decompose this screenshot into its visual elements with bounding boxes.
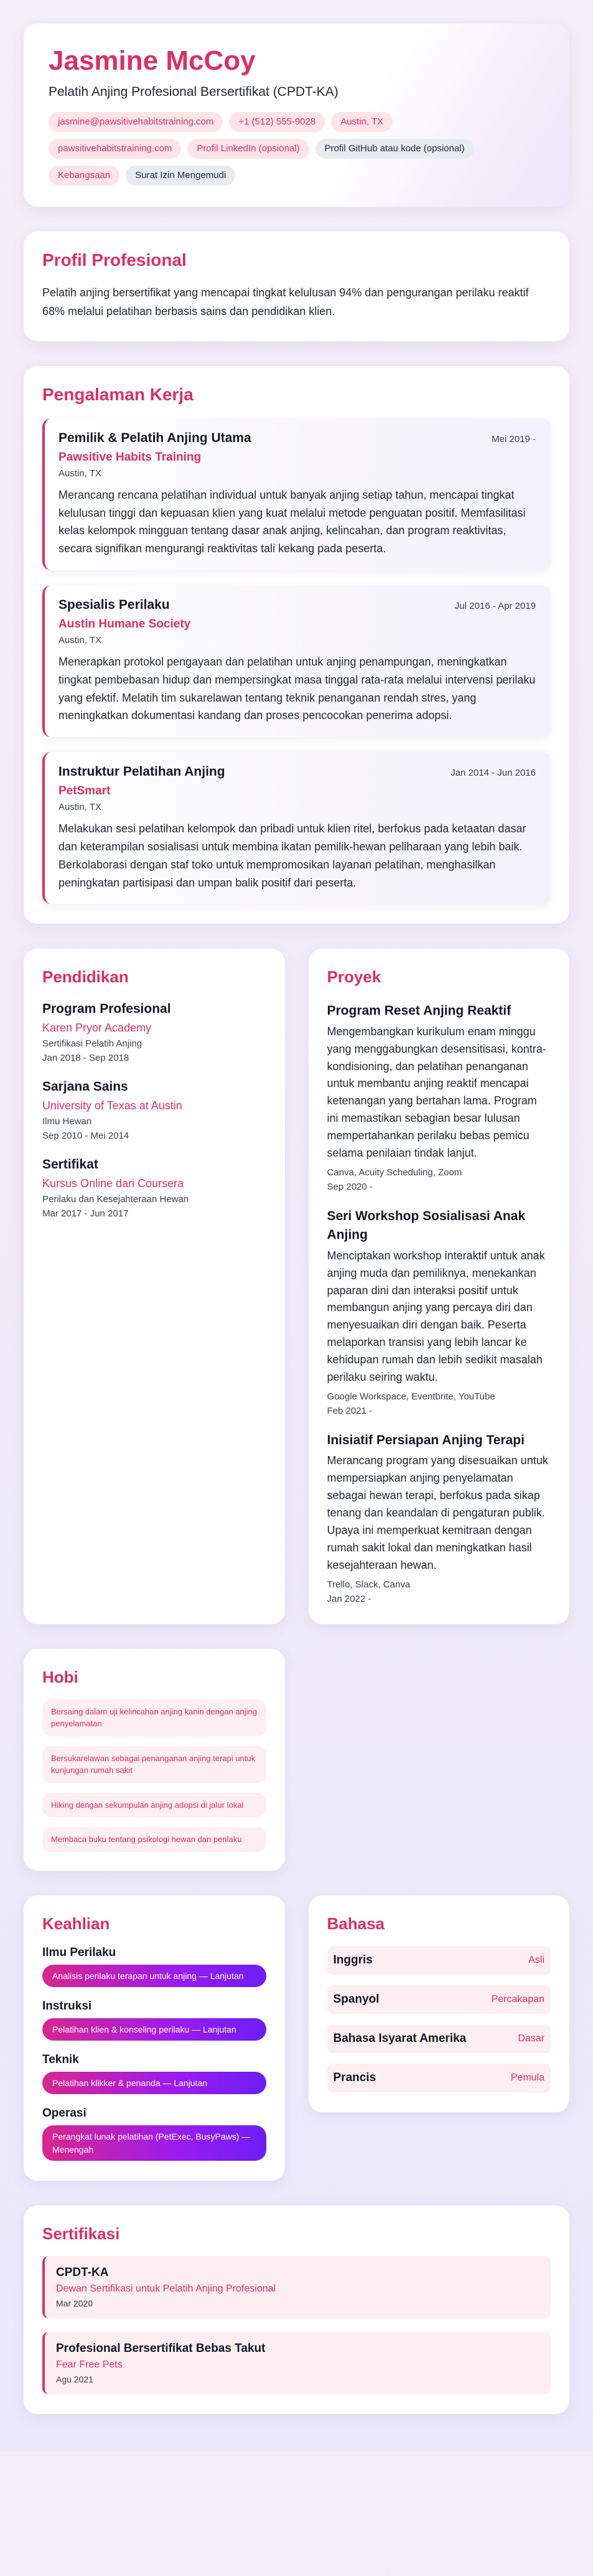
hobby-item: Membaca buku tentang psikologi hewan dan perilaku [42,1827,266,1852]
education-institution: Karen Pryor Academy [42,1022,152,1035]
job-location: Austin, TX [58,634,101,646]
education-field: Perilaku dan Kesejahteraan Hewan [42,1194,189,1205]
project-item [327,1002,551,1192]
hobby-item: Bersukarelawan sebagai penanganan anjing terapi untuk kunjungan rumah sakit [42,1746,266,1783]
project-item [327,1431,551,1604]
hobbies-section [24,1649,285,1871]
job-item [42,418,551,570]
summary-title: Profil Profesional [42,250,187,270]
skill-level-pill: Perangkat lunak pelatihan (PetExec, BusyPaws) — Menengah [42,2125,266,2161]
job-item [42,752,551,904]
experience-title: Pengalaman Kerja [42,384,194,404]
project-date: Jan 2022 - [327,1593,371,1604]
language-item [327,1946,551,1975]
project-title: Program Reset Anjing Reaktif [327,1004,511,1018]
job-company: Pawsitive Habits Training [58,450,202,464]
certification-org: Fear Free Pets [56,2359,123,2371]
project-description: Mengembangkan kurikulum enam minggu yang menggabungkan desensitisasi, kontra-kondisioning, dan pelatihan penanganan untuk membantu anjing reaktif mencapai ketenangan yang bertahan lama. Program ini memastikan sebagian besar lulusan mempertahankan perilaku bebas pemicu selama penilaian tindak lanjut. [327,1025,546,1159]
education-section [24,949,285,1624]
skill-name: Instruksi [42,1999,92,2013]
project-date: Feb 2021 - [327,1405,373,1416]
project-description: Menciptakan workshop interaktif untuk anak anjing muda dan pemiliknya, menekankan paparan dini dan interaksi positif untuk membangun anjing yang percaya diri dan menyesuaikan diri dengan baik. Peserta melaporkan transisi yang lebih lancar ke kehidupan rumah dan lebih sedikit masalah perilaku seiring waktu. [327,1249,545,1383]
hobby-item: Hiking dengan sekumpulan anjing adopsi di jalur lokal [42,1793,266,1818]
language-name: Prancis [333,2071,376,2084]
location-chip: Austin, TX [331,112,393,132]
job-date: Jul 2016 - Apr 2019 [454,600,536,611]
education-date: Jan 2018 - Sep 2018 [42,1053,129,1064]
project-tech: Canva, Acuity Scheduling, Zoom [327,1167,462,1178]
summary-text: Pelatih anjing bersertifikat yang mencapai tingkat kelulusan 94% dan pengurangan perilaku reaktif 68% melalui pelatihan berbasis sains dan pendidikan klien. [42,286,529,318]
job-title: Spesialis Perilaku [58,597,170,612]
certification-title: CPDT-KA [56,2266,109,2280]
languages-title: Bahasa [327,1914,385,1933]
job-description: Melakukan sesi pelatihan kelompok dan pribadi untuk klien ritel, berfokus pada ketaatan dasar dan keterampilan sosialisasi untuk membina ikatan pemilik-hewan peliharaan yang lebih baik. Berkolaborasi dengan staf toko untuk mempromosikan layanan pelatihan, menghasilkan peningkatan partisipasi dan umpan balik positif dari peserta. [58,822,526,889]
language-name: Spanyol [333,1992,380,2006]
candidate-tagline: Pelatih Anjing Profesional Bersertifikat (CPDT-KA) [49,85,339,100]
job-location: Austin, TX [58,802,101,813]
hobbies-title: Hobi [42,1667,78,1686]
job-description: Menerapkan protokol pengayaan dan pelatihan untuk anjing penampungan, meningkatkan tingkat pembebasan hidup dan mempersingkat masa tinggal rata-rata melalui intervensi perilaku yang efektif. Melatih tim sukarelawan tentang teknik penanganan rendah stres, yang meningkatkan dokumentasi kandang dan proses pencocokan penerima adopsi. [58,655,536,722]
project-item [327,1207,551,1416]
certification-title: Profesional Bersertifikat Bebas Takut [56,2342,266,2356]
education-degree: Sertifikat [42,1157,98,1172]
skill-name: Ilmu Perilaku [42,1945,116,1959]
skills-languages-row [24,1896,569,2181]
education-title: Pendidikan [42,967,129,987]
education-date: Sep 2010 - Mei 2014 [42,1131,129,1142]
certifications-title: Sertifikasi [42,2224,120,2244]
skill-name: Operasi [42,2107,86,2120]
certification-org: Dewan Sertifikasi untuk Pelatih Anjing Profesional [56,2283,276,2295]
skill-name: Teknik [42,2053,79,2067]
project-date: Sep 2020 - [327,1181,373,1192]
skill-item [42,2000,266,2041]
skill-item [42,2053,266,2094]
skill-level-pill: Pelatihan klikker & penanda — Lanjutan [42,2072,266,2094]
project-title: Seri Workshop Sosialisasi Anak Anjing [327,1208,526,1243]
certification-date: Mar 2020 [56,2298,93,2309]
project-title: Inisiatif Persiapan Anjing Terapi [327,1432,525,1447]
job-item [42,585,551,737]
project-tech: Google Workspace, Eventbrite, YouTube [327,1391,495,1402]
languages-section [309,1896,570,2112]
job-description: Merancang rencana pelatihan individual untuk banyak anjing setiap tahun, mencapai tingkat kelulusan tinggi dan kepuasan klien yang kuat melalui metode penguatan positif. Memfasilitasi kelas kelompok mingguan tentang dasar anak anjing, kelincahan, dan program reaktivitas, secara signifikan mengurangi reaktivitas tali kekang pada peserta. [58,488,526,555]
experience-section [24,366,569,924]
summary-section [24,232,569,341]
education-degree: Program Profesional [42,1002,171,1017]
education-date: Mar 2017 - Jun 2017 [42,1208,129,1220]
phone-chip[interactable]: +1 (512) 555-9028 [229,112,325,132]
github-chip[interactable]: Profil GitHub atau kode (opsional) [315,139,474,159]
certifications-section [24,2206,569,2414]
education-field: Ilmu Hewan [42,1116,92,1127]
contact-chips [49,112,509,186]
language-level: Dasar [518,2033,544,2044]
language-level: Pemula [510,2072,544,2083]
certification-item [42,2332,551,2394]
candidate-name: Jasmine McCoy [49,45,256,76]
skill-item [42,1946,266,1987]
nationality-chip: Kebangsaan [49,166,119,186]
job-date: Jan 2014 - Jun 2016 [451,768,536,779]
skill-item [42,2107,266,2161]
website-chip[interactable]: pawsitivehabitstraining.com [49,139,181,159]
language-level: Percakapan [491,1993,544,2005]
projects-section [309,949,570,1624]
job-title: Instruktur Pelatihan Anjing [58,764,225,779]
education-item [42,1079,266,1141]
skill-level-pill: Pelatihan klien & konseling perilaku — Lanjutan [42,2018,266,2041]
language-item [327,1985,551,2014]
job-company: PetSmart [58,784,111,798]
linkedin-chip[interactable]: Profil LinkedIn (opsional) [187,139,309,159]
project-description: Merancang program yang disesuaikan untuk mempersiapkan anjing penyelamatan sebagai hewan terapi, berfokus pada sikap tenang dan keandalan di pengaturan publik. Upaya ini memperkuat kemitraan dengan rumah sakit lokal dan meningkatkan hasil kesejahteraan hewan. [327,1454,548,1571]
job-date: Mei 2019 - [492,433,536,444]
job-company: Austin Humane Society [58,617,191,631]
language-level: Asli [528,1954,544,1965]
skills-title: Keahlian [42,1914,110,1933]
education-projects-row [24,949,569,1624]
certification-date: Agu 2021 [56,2374,93,2385]
education-degree: Sarjana Sains [42,1079,128,1094]
drivers-license-chip: Surat Izin Mengemudi [126,166,235,186]
projects-title: Proyek [327,967,381,987]
skill-level-pill: Analisis perilaku terapan untuk anjing — Lanjutan [42,1965,266,1987]
language-name: Bahasa Isyarat Amerika [333,2031,467,2045]
hobby-item: Bersaing dalam uji kelincahan anjing kanin dengan anjing penyelamatan [42,1699,266,1736]
education-institution: University of Texas at Austin [42,1099,182,1112]
education-institution: Kursus Online dari Coursera [42,1177,184,1190]
language-item [327,2064,551,2092]
education-item [42,1157,266,1219]
education-item [42,1002,266,1063]
job-title: Pemilik & Pelatih Anjing Utama [58,430,251,445]
certification-item [42,2256,551,2318]
language-item [327,2024,551,2053]
project-tech: Trello, Slack, Canva [327,1579,411,1590]
language-name: Inggris [333,1953,373,1967]
resume-header [24,24,569,207]
skills-section [24,1896,285,2181]
education-field: Sertifikasi Pelatih Anjing [42,1038,142,1050]
job-location: Austin, TX [58,468,101,479]
email-chip[interactable]: jasmine@pawsitivehabitstraining.com [49,112,223,132]
